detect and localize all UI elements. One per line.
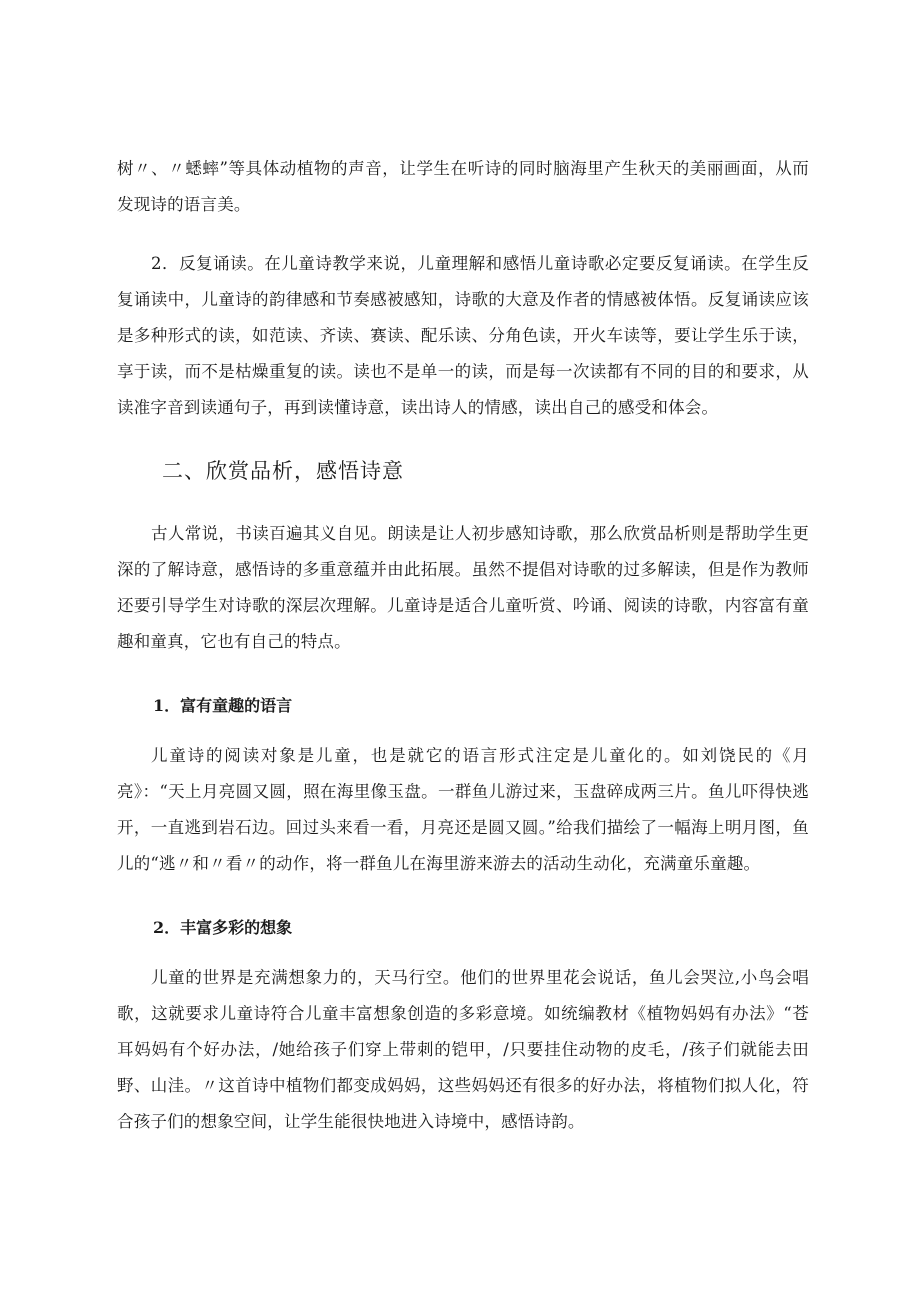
paragraph-repeated-reading: 2．反复诵读。在儿童诗教学来说，儿童理解和感悟儿童诗歌必定要反复诵读。在学生反复诵读中，儿童诗的韵律感和节奏感被感知，诗歌的大意及作者的情感被体悟。反复诵读应该是多种形式的读，如范读、齐读、赛读、配乐读、分角色读，开火车读等，要让学生乐于读，享于读，而不是枯燥重复的读。读也不是单一的读，而是每一次读都有不同的目的和要求，从读准字音到读通句子，再到读懂诗意，读出诗人的情感，读出自己的感受和体会。 [117, 254, 809, 417]
subheading-imagination: 2．丰富多彩的想象 [153, 918, 293, 937]
subheading-childlike-language: 1．富有童趣的语言 [153, 696, 293, 715]
paragraph-moon-poem: 儿童诗的阅读对象是儿童，也是就它的语言形式注定是儿童化的。如刘饶民的《月亮》：“天上月亮圆又圆，照在海里像玉盘。一群鱼儿游过来，玉盘碎成两三片。鱼儿吓得快逃开，一直逃到岩石边。回过头来看一看，月亮还是圆又圆。”给我们描绘了一幅海上明月图，鱼儿的“逃〃和〃看〃的动作，将一群鱼儿在海里游来游去的活动生动化，充满童乐童趣。 [117, 746, 809, 873]
section-heading-appreciation: 二、欣赏品析，感悟诗意 [162, 459, 404, 483]
paragraph-continuation: 树〃、〃蟋蟀”等具体动植物的声音，让学生在听诗的同时脑海里产生秋天的美丽画面，从而发现诗的语言美。 [117, 159, 809, 214]
paragraph-appreciation-intro: 古人常说，书读百遍其义自见。朗读是让人初步感知诗歌，那么欣赏品析则是帮助学生更深的了解诗意，感悟诗的多重意蕴并由此拓展。虽然不提倡对诗歌的过多解读，但是作为教师还要引导学生对诗歌的深层次理解。儿童诗是适合儿童听赏、吟诵、阅读的诗歌，内容富有童趣和童真，它也有自己的特点。 [117, 524, 809, 651]
paragraph-imagination: 儿童的世界是充满想象力的，天马行空。他们的世界里花会说话，鱼儿会哭泣,小鸟会唱歌，这就要求儿童诗符合儿童丰富想象创造的多彩意境。如统编教材《植物妈妈有办法》“苍耳妈妈有个好办法，/她给孩子们穿上带刺的铠甲，/只要挂住动物的皮毛，/孩子们就能去田野、山洼。〃这首诗中植物们都变成妈妈，这些妈妈还有很多的好办法，将植物们拟人化，符合孩子们的想象空间，让学生能很快地进入诗境中，感悟诗韵。 [117, 968, 809, 1131]
